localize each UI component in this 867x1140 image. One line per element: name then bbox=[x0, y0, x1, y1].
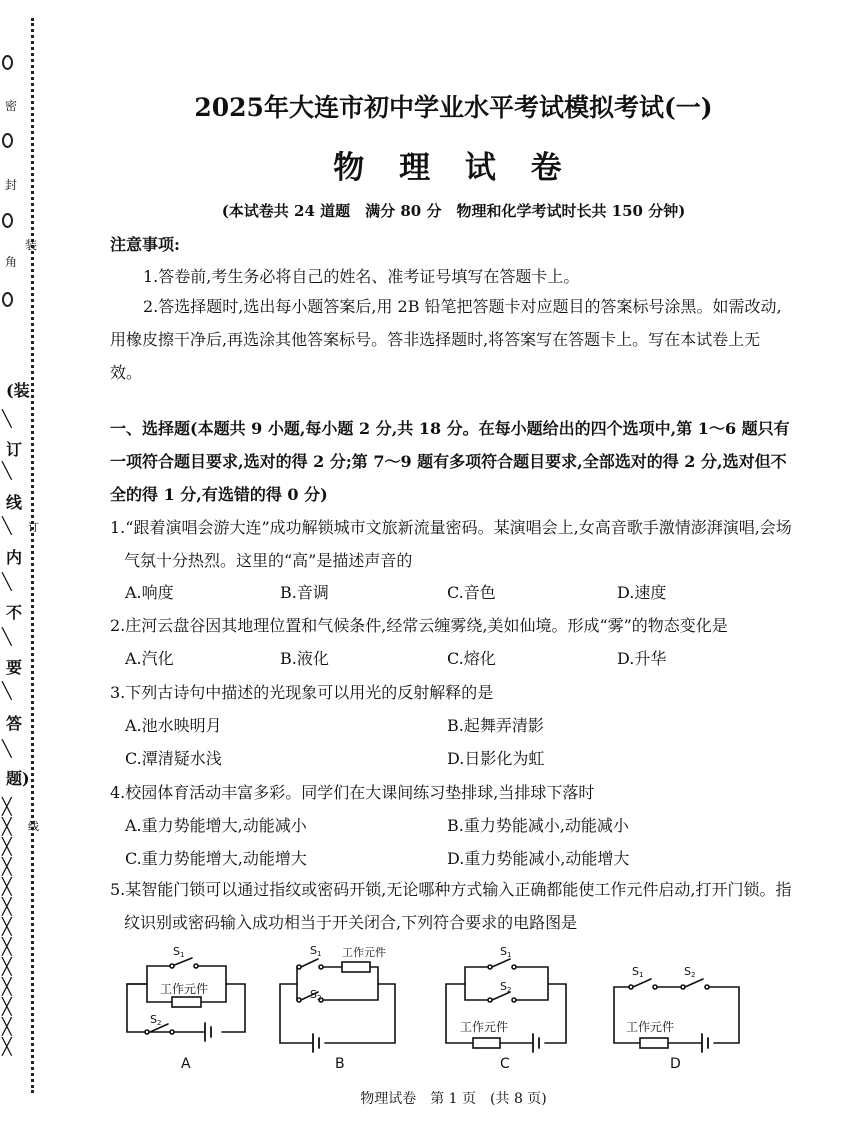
binding-cross-mark: ╲ bbox=[2, 409, 8, 428]
binding-cross-mark: ╳ bbox=[2, 977, 8, 996]
circuit-d bbox=[614, 979, 739, 1052]
q4-option-d: D.重力势能减小,动能增大 bbox=[447, 849, 630, 868]
q3-option-c: C.潭清疑水浅 bbox=[125, 749, 222, 768]
circuit-a-component-label: 工作元件 bbox=[160, 982, 209, 996]
q1-option-c: C.音色 bbox=[447, 583, 496, 602]
circuit-b-component-label: 工作元件 bbox=[342, 946, 386, 959]
binding-cross-mark: ╲ bbox=[2, 681, 8, 700]
q2-option-d: D.升华 bbox=[617, 649, 667, 668]
q2-option-b: B.液化 bbox=[280, 649, 329, 668]
q2-option-c: C.熔化 bbox=[447, 649, 496, 668]
binding-cross-mark: ╳ bbox=[2, 897, 8, 916]
binding-hole bbox=[2, 55, 13, 70]
circuit-b-option-label: B bbox=[335, 1056, 345, 1072]
binding-cross-mark: ╲ bbox=[2, 516, 8, 535]
q3-option-b: B.起舞弄清影 bbox=[447, 716, 544, 735]
question-2-stem: 2.庄河云盘谷因其地理位置和气候条件,经常云缠雾绕,美如仙境。形成“雾”的物态变化是 bbox=[110, 616, 728, 635]
binding-hole bbox=[2, 292, 13, 307]
binding-label-zhuang: 装 bbox=[25, 238, 38, 252]
question-3-stem: 3.下列古诗句中描述的光现象可以用光的反射解释的是 bbox=[110, 683, 494, 702]
binding-cross-mark: ╳ bbox=[2, 937, 8, 956]
binding-instruction-char: 题) bbox=[6, 769, 30, 788]
circuit-a-s1-label: S1 bbox=[173, 945, 185, 959]
q1-option-a: A.响度 bbox=[125, 583, 174, 602]
binding-hole bbox=[2, 213, 13, 228]
binding-cross-mark: ╲ bbox=[2, 627, 8, 646]
q3-option-a: A.池水映明月 bbox=[125, 716, 222, 735]
q3-option-d: D.日影化为虹 bbox=[447, 749, 545, 768]
question-4-stem: 4.校园体育活动丰富多彩。同学们在大课间练习垫排球,当排球下落时 bbox=[110, 783, 595, 802]
circuit-c bbox=[446, 959, 566, 1052]
section-1-heading: 一、选择题(本题共 9 小题,每小题 2 分,共 18 分。在每小题给出的四个选项中,第 1～6 题只有一项符合题目要求,选对的得 2 分;第 7～9 题有多项符合题目要求,全部选对的得 2 分,选对但不全的得 1 分,有选错的得 0 分) bbox=[110, 419, 790, 504]
binding-hole bbox=[2, 133, 13, 148]
circuit-b-s2-label: S2 bbox=[310, 988, 322, 1002]
circuit-c-option-label: C bbox=[500, 1056, 510, 1072]
exam-subject: 物 理 试 卷 bbox=[333, 150, 574, 186]
q1-option-d: D.速度 bbox=[617, 583, 667, 602]
binding-label-ding: 订 bbox=[28, 521, 39, 534]
binding-cross-mark: ╳ bbox=[2, 917, 8, 936]
circuit-d-option-label: D bbox=[670, 1056, 681, 1072]
binding-cross-mark: ╳ bbox=[2, 857, 8, 876]
q4-option-c: C.重力势能增大,动能增大 bbox=[125, 849, 307, 868]
circuit-c-s1-label: S1 bbox=[500, 945, 512, 959]
binding-instruction-char: 答 bbox=[6, 714, 23, 733]
circuit-d-component-label: 工作元件 bbox=[626, 1020, 675, 1034]
q4-option-a: A.重力势能增大,动能减小 bbox=[125, 816, 307, 835]
binding-cross-mark: ╳ bbox=[2, 817, 8, 836]
binding-cross-mark: ╲ bbox=[2, 461, 8, 480]
circuit-c-s2-label: S2 bbox=[500, 980, 512, 994]
notice-item-2: 2.答选择题时,选出每小题答案后,用 2B 铅笔把答题卡对应题目的答案标号涂黑。如需改动,用橡皮擦干净后,再选涂其他答案标号。答非选择题时,将答案写在答题卡上。写在本试卷上无效。 bbox=[110, 297, 782, 382]
binding-dotted-line bbox=[31, 18, 34, 1093]
binding-cross-mark: ╲ bbox=[2, 572, 8, 591]
seal-label-jiao: 角 bbox=[5, 255, 18, 269]
binding-instruction-char: 订 bbox=[6, 440, 23, 459]
binding-instruction-char: (装 bbox=[6, 381, 30, 400]
binding-instruction-char: 不 bbox=[6, 603, 23, 622]
binding-cross-mark: ╳ bbox=[2, 1037, 8, 1056]
binding-instruction-char: 要 bbox=[6, 658, 23, 677]
circuit-b-s1-label: S1 bbox=[310, 944, 322, 958]
binding-label-xian: 线 bbox=[28, 820, 39, 833]
notice-item-1: 1.答卷前,考生务必将自己的姓名、准考证号填写在答题卡上。 bbox=[143, 267, 580, 286]
exam-title: 2025年大连市初中学业水平考试模拟考试(一) bbox=[194, 93, 713, 122]
circuit-c-component-label: 工作元件 bbox=[460, 1020, 509, 1034]
circuit-d-s1-label: S1 bbox=[632, 965, 644, 979]
seal-label-mi: 密 bbox=[5, 99, 18, 113]
binding-cross-mark: ╳ bbox=[2, 1017, 8, 1036]
binding-instruction-char: 线 bbox=[6, 493, 23, 512]
circuit-b bbox=[280, 959, 395, 1052]
q5-circuit-diagrams bbox=[0, 937, 867, 1080]
q4-option-b: B.重力势能减小,动能减小 bbox=[447, 816, 629, 835]
circuit-a bbox=[127, 958, 245, 1041]
question-5-stem: 5.某智能门锁可以通过指纹或密码开锁,无论哪种方式输入正确都能使工作元件启动,打开门锁。指纹识别或密码输入成功相当于开关闭合,下列符合要求的电路图是 bbox=[110, 880, 792, 932]
q1-option-b: B.音调 bbox=[280, 583, 329, 602]
q2-option-a: A.汽化 bbox=[125, 649, 174, 668]
notice-heading: 注意事项: bbox=[110, 235, 180, 254]
binding-cross-mark: ╳ bbox=[2, 797, 8, 816]
seal-label-feng: 封 bbox=[5, 178, 18, 192]
circuit-d-s2-label: S2 bbox=[684, 965, 696, 979]
binding-cross-mark: ╳ bbox=[2, 957, 8, 976]
circuit-a-option-label: A bbox=[181, 1056, 191, 1072]
circuit-a-s2-label: S2 bbox=[150, 1013, 162, 1027]
binding-instruction-char: 内 bbox=[6, 548, 23, 567]
question-1-stem: 1.“跟着演唱会游大连”成功解锁城市文旅新流量密码。某演唱会上,女高音歌手激情澎湃演唱,会场气氛十分热烈。这里的“高”是描述声音的 bbox=[110, 518, 792, 570]
binding-cross-mark: ╳ bbox=[2, 837, 8, 856]
binding-cross-mark: ╲ bbox=[2, 739, 8, 758]
exam-info: (本试卷共 24 道题 满分 80 分 物理和化学考试时长共 150 分钟) bbox=[221, 202, 686, 220]
binding-cross-mark: ╳ bbox=[2, 877, 8, 896]
page-footer: 物理试卷 第 1 页 (共 8 页) bbox=[360, 1091, 547, 1107]
binding-cross-mark: ╳ bbox=[2, 997, 8, 1016]
